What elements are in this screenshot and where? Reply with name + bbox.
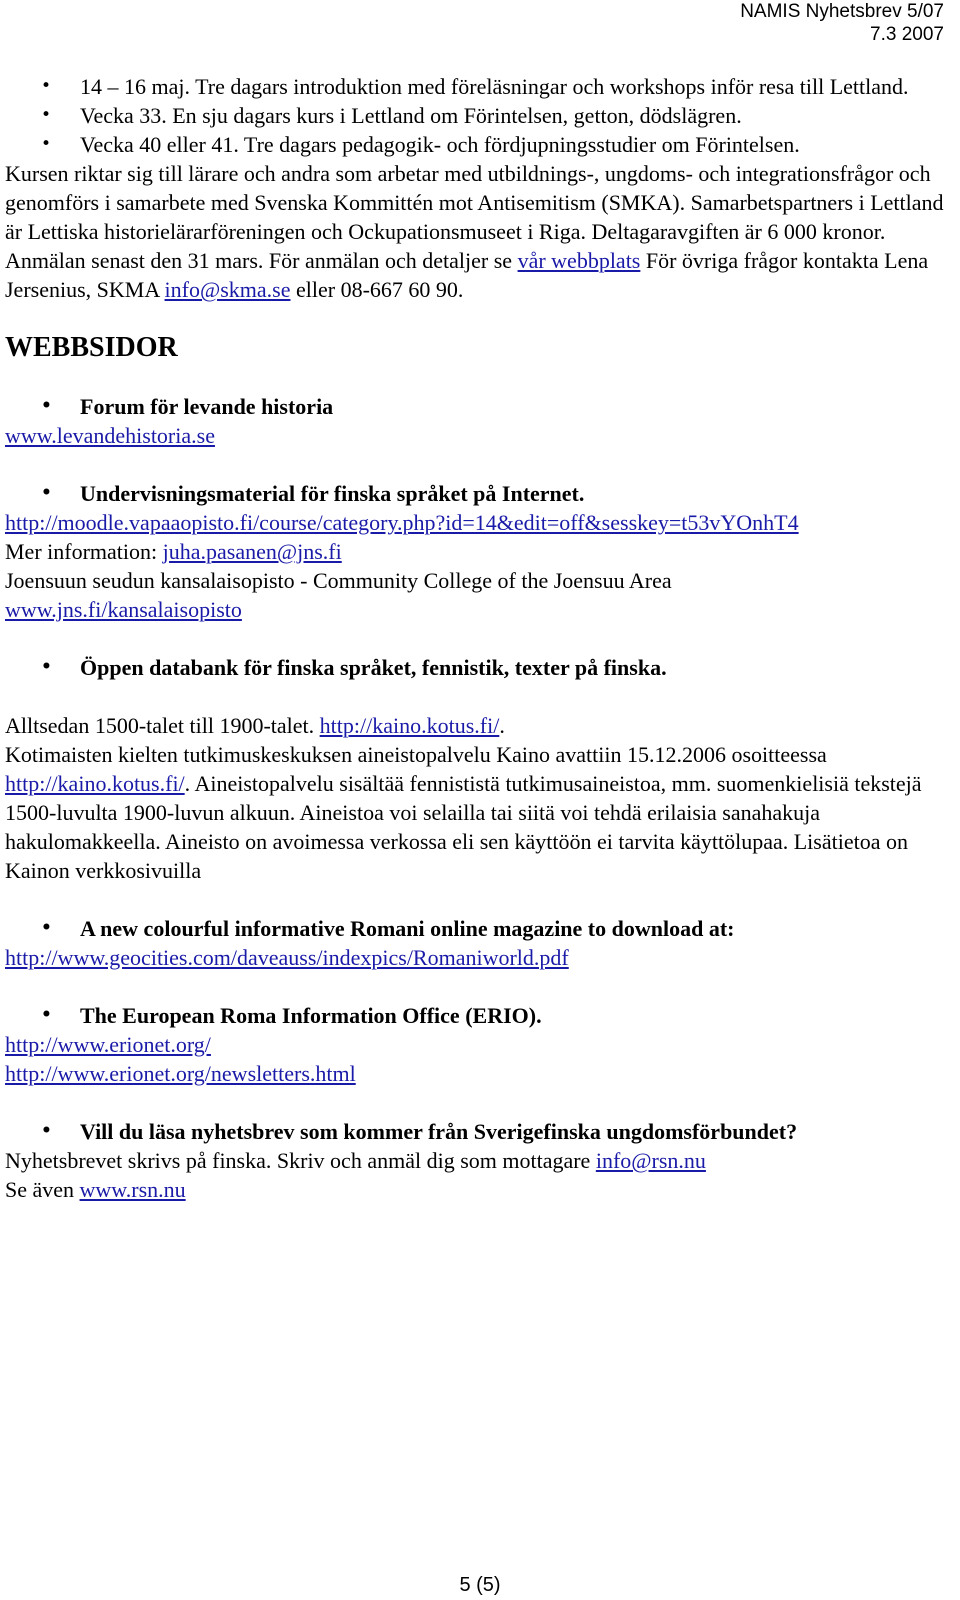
college-url-line <box>5 595 950 624</box>
romani-url-line <box>5 943 950 972</box>
forum-title: • Forum för levande historia <box>5 392 950 421</box>
rsn-email-link[interactable]: info@rsn.nu <box>595 1148 706 1173</box>
databank-title: • Öppen databank för finska språket, fennistik, texter på finska. <box>5 653 950 682</box>
forum-url-line <box>5 421 950 450</box>
rsn-text: Nyhetsbrevet skrivs på finska. Skriv och anmäl dig som mottagare <box>5 1148 596 1173</box>
page-number: 5 (5) <box>459 1574 501 1596</box>
databank-line1 <box>5 711 950 740</box>
moodle-link[interactable]: http://moodle.vapaaopisto.fi/course/category.php?id=14&edit=off&sesskey=t53vYOnhT4 <box>5 510 799 535</box>
databank-finnish-paragraph <box>5 740 950 885</box>
rsn-line1 <box>5 1146 950 1175</box>
romani-list <box>5 914 950 943</box>
course-description <box>5 159 950 304</box>
rsn-list <box>5 1117 950 1146</box>
finnish-material-title: • Undervisningsmaterial för finska språket på Internet. <box>5 479 950 508</box>
kaino-link[interactable]: http://kaino.kotus.fi/ <box>319 713 500 738</box>
course-text-part: För övriga frågor kontakta Lena Jersenius, SKMA <box>5 248 929 302</box>
newsletter-title: NAMIS Nyhetsbrev 5/07 <box>740 1 944 22</box>
erio-url-line <box>5 1030 950 1059</box>
course-text-part: eller 08-667 60 90. <box>290 277 464 302</box>
erio-newsletters-line <box>5 1059 950 1088</box>
rsn-line2 <box>5 1175 950 1204</box>
course-schedule-list <box>5 72 950 159</box>
course-text-part: Kursen riktar sig till lärare och andra som arbetar med utbildnings-, ungdoms- och integrationsfrågor och genomförs i samarbete med Svenska Kommittén mot Antisemitism (SMKA). Samarbetspartners i Lettland är Lettiska historielärarföreningen och Ockupationsmuseet i Riga. Deltagaravgiften är 6 000 kronor. Anmälan senast den 31 mars. För anmälan och detaljer se <box>5 161 944 273</box>
finnish-material-list <box>5 479 950 508</box>
databank-text: . Aineistopalvelu sisältää fennististä tutkimusaineistoa, mm. suomenkielisiä tekstejä 1500-luvulta 1900-luvun alkuun. Aineistoa voi selailla tai siitä voi tehdä erilaisia sanahakuja hakulomakkeella. Aineisto on avoimessa verkossa eli sen käyttöön ei tarvita käyttölupaa. Lisätietoa on Kainon verkkosivuilla <box>5 771 922 883</box>
webbplats-link[interactable]: vår webbplats <box>517 248 641 273</box>
more-info-line <box>5 537 950 566</box>
document-body <box>5 72 950 1204</box>
skma-email-link[interactable]: info@skma.se <box>164 277 291 302</box>
page-header <box>740 0 944 46</box>
romani-title: • A new colourful informative Romani online magazine to download at: <box>5 914 950 943</box>
rsn-text: Se även <box>5 1177 80 1202</box>
erionet-newsletters-link[interactable]: http://www.erionet.org/newsletters.html <box>5 1061 356 1086</box>
list-item: • Vecka 40 eller 41. Tre dagars pedagogik- och fördjupningsstudier om Förintelsen. <box>5 130 950 159</box>
newsletter-date: 7.3 2007 <box>870 24 944 45</box>
forum-list <box>5 392 950 421</box>
list-item: • Vecka 33. En sju dagars kurs i Lettland om Förintelsen, getton, dödslägren. <box>5 101 950 130</box>
databank-text: Alltsedan 1500-talet till 1900-talet. <box>5 713 320 738</box>
rsn-link[interactable]: www.rsn.nu <box>79 1177 186 1202</box>
jns-link[interactable]: www.jns.fi/kansalaisopisto <box>5 597 242 622</box>
more-info-label: Mer information: <box>5 539 163 564</box>
rsn-title: • Vill du läsa nyhetsbrev som kommer från Sverigefinska ungdomsförbundet? <box>5 1117 950 1146</box>
databank-text: . <box>499 713 505 738</box>
pasanen-email-link[interactable]: juha.pasanen@jns.fi <box>162 539 342 564</box>
college-name: Joensuun seudun kansalaisopisto - Community College of the Joensuu Area <box>5 568 672 593</box>
list-item: • 14 – 16 maj. Tre dagars introduktion med föreläsningar och workshops inför resa till Lettland. <box>5 72 950 101</box>
erio-title: • The European Roma Information Office (ERIO). <box>5 1001 950 1030</box>
erionet-link[interactable]: http://www.erionet.org/ <box>5 1032 211 1057</box>
romaniworld-link[interactable]: http://www.geocities.com/daveauss/indexpics/Romaniworld.pdf <box>5 945 569 970</box>
levandehistoria-link[interactable]: www.levandehistoria.se <box>5 423 215 448</box>
erio-list <box>5 1001 950 1030</box>
kaino-link-2[interactable]: http://kaino.kotus.fi/ <box>5 771 185 796</box>
moodle-url-line <box>5 508 950 537</box>
section-heading-webbsidor: WEBBSIDOR <box>5 332 178 363</box>
databank-list <box>5 653 950 682</box>
databank-text: Kotimaisten kielten tutkimuskeskuksen aineistopalvelu Kaino avattiin 15.12.2006 osoitteessa <box>5 742 827 767</box>
